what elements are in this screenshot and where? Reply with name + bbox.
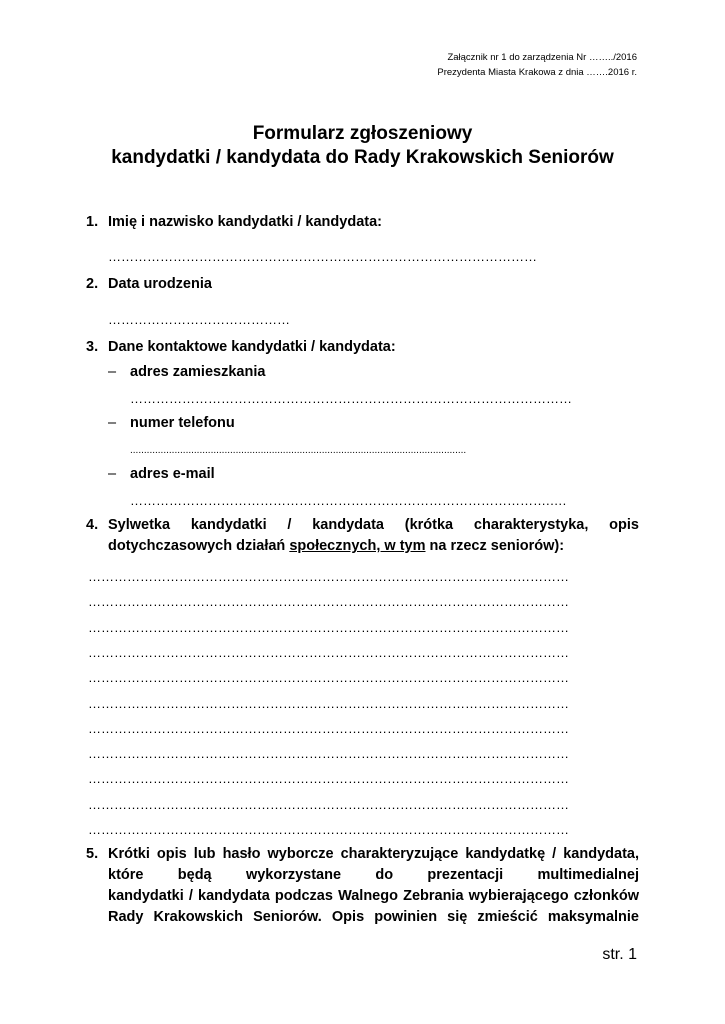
item-2-fill-line[interactable]: ……………………………………	[108, 312, 290, 327]
item-4-fill-line-2[interactable]: …………………………………………………………………………………………………	[88, 594, 569, 609]
item-5-line2: które będą wykorzystane do prezentacji multimedialnej	[108, 867, 639, 883]
item-4-number: 4.	[86, 517, 99, 533]
item-1-fill-line[interactable]: ………………………………………………………………………………………	[108, 249, 537, 264]
item-3	[86, 337, 639, 358]
item-4-fill-line-5[interactable]: …………………………………………………………………………………………………	[88, 670, 569, 685]
attachment-note-line1: Załącznik nr 1 do zarządzenia Nr ……../2016	[447, 52, 637, 63]
form-title	[0, 122, 725, 170]
item-4-fill-line-10[interactable]: …………………………………………………………………………………………………	[88, 797, 569, 812]
sub-email-label: adres e-mail	[130, 466, 215, 482]
item-3-phone-fill-line[interactable]: .........................................................................................................................	[130, 445, 467, 456]
item-4-fill-line-8[interactable]: …………………………………………………………………………………………………	[88, 746, 569, 761]
attachment-note-line2: Prezydenta Miasta Krakowa z dnia …….2016 r.	[437, 67, 637, 78]
item-1-label: Imię i nazwisko kandydatki / kandydata:	[108, 214, 382, 230]
item-5	[86, 844, 639, 928]
item-4	[86, 515, 639, 557]
item-2-number: 2.	[86, 276, 99, 292]
item-4-fill-line-6[interactable]: …………………………………………………………………………………………………	[88, 696, 569, 711]
item-4-line2-c: na rzecz seniorów):	[425, 538, 565, 554]
item-2	[86, 274, 639, 295]
dash-bullet: –	[108, 466, 117, 482]
form-title-line2: kandydatki / kandydata do Rady Krakowskich Seniorów	[111, 147, 614, 168]
item-3-label: Dane kontaktowe kandydatki / kandydata:	[108, 339, 396, 355]
item-1-number: 1.	[86, 214, 99, 230]
item-4-fill-line-11[interactable]: …………………………………………………………………………………………………	[88, 822, 569, 837]
item-5-number: 5.	[86, 846, 99, 862]
item-4-fill-line-1[interactable]: …………………………………………………………………………………………………	[88, 569, 569, 584]
item-4-fill-line-4[interactable]: …………………………………………………………………………………………………	[88, 645, 569, 660]
dash-bullet: –	[108, 415, 117, 431]
dash-bullet: –	[108, 364, 117, 380]
item-4-fill-line-3[interactable]: …………………………………………………………………………………………………	[88, 620, 569, 635]
item-4-fill-line-7[interactable]: …………………………………………………………………………………………………	[88, 721, 569, 736]
item-4-line2-a: dotychczasowych działań	[108, 538, 290, 554]
item-4-line2	[108, 536, 639, 557]
item-4-fill-line-9[interactable]: …………………………………………………………………………………………………	[88, 771, 569, 786]
item-3-email-fill-line[interactable]: …………………………………………………………………………………….….	[130, 493, 567, 508]
page-number: str. 1	[602, 946, 637, 963]
form-title-line1: Formularz zgłoszeniowy	[252, 123, 473, 144]
sub-phone-label: numer telefonu	[130, 415, 235, 431]
item-3-sub-email	[108, 464, 215, 484]
item-4-line2-underlined: społecznych, w tym	[289, 538, 426, 554]
item-1	[86, 212, 639, 233]
item-5-line1: Krótki opis lub hasło wyborcze charakteryzujące kandydatkę / kandydata,	[108, 846, 639, 862]
item-2-label: Data urodzenia	[108, 276, 212, 292]
attachment-note	[437, 50, 637, 80]
sub-address-label: adres zamieszkania	[130, 364, 266, 380]
item-5-line4: Rady Krakowskich Seniorów. Opis powinien się zmieścić maksymalnie	[108, 909, 639, 925]
item-4-line1: Sylwetka kandydatki / kandydata (krótka charakterystyka, opis	[108, 517, 639, 533]
item-3-sub-address	[108, 362, 265, 382]
item-5-line3: kandydatki / kandydata podczas Walnego Zebrania wybierającego członków	[108, 888, 639, 904]
item-3-sub-phone	[108, 413, 235, 433]
item-3-number: 3.	[86, 339, 99, 355]
item-3-address-fill-line[interactable]: …………………………………………………………………………………………	[130, 391, 572, 406]
